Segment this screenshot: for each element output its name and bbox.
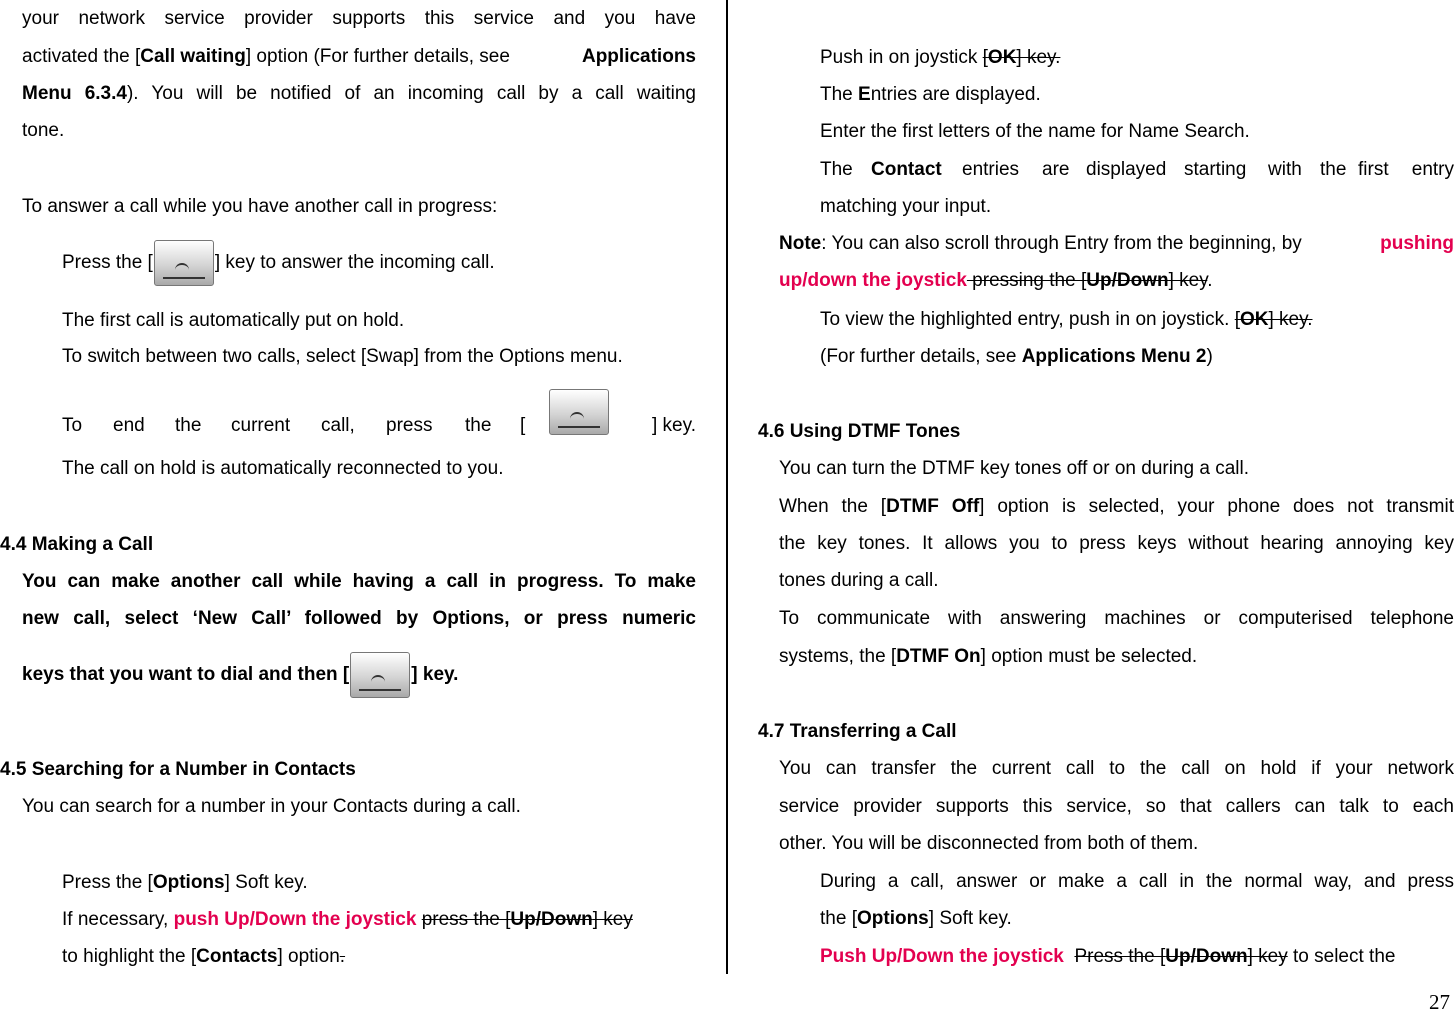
section-4-5-bullet-2: If necessary, push Up/Down the joystick press the [Up/Down] key	[62, 909, 633, 930]
right-bullet-4-word: the	[1320, 159, 1347, 180]
section-4-6-line-4: tones during a call.	[779, 570, 939, 591]
intro-line-4: tone.	[22, 120, 65, 141]
end-call-word: [	[520, 415, 526, 436]
answer-bullet-2: The first call is automatically put on hold.	[62, 310, 405, 331]
end-call-word: the	[465, 415, 492, 436]
end-call-word: end	[113, 415, 145, 436]
right-bullet-4-word: displayed	[1086, 159, 1167, 180]
section-4-7-bullet-2: Push Up/Down the joystick Press the [Up/Down] key to select the	[820, 946, 1396, 967]
intro-line-1: your network service provider supports this service and you have	[22, 8, 696, 29]
right-bullet-5-line-2: (For further details, see Applications Menu 2)	[820, 346, 1213, 367]
section-4-6-line-3: the key tones. It allows you to press keys without hearing annoying key	[779, 533, 1454, 554]
end-call-word: call,	[321, 415, 355, 436]
section-4-6-line-5: To communicate with answering machines or computerised telephone	[779, 608, 1454, 629]
right-bullet-3: Enter the first letters of the name for Name Search.	[820, 121, 1250, 142]
column-divider	[726, 0, 728, 974]
right-bullet-4-word: with	[1268, 159, 1302, 180]
answer-bullet-1: Press the [ ] key to answer the incoming call.	[62, 238, 495, 288]
page-number: 27	[1429, 990, 1450, 1014]
end-call-key-label: ] key.	[652, 415, 696, 436]
right-bullet-4-word: entry	[1411, 159, 1454, 180]
section-4-7-line-2: service provider supports this service, so that callers can talk to each	[779, 796, 1454, 817]
section-4-6-line-2: When the [DTMF Off] option is selected, your phone does not transmit	[779, 496, 1454, 517]
section-4-6-line-1: You can turn the DTMF key tones off or on during a call.	[779, 458, 1249, 479]
right-bullet-4-word: first	[1358, 159, 1389, 180]
section-4-4-line-2: new call, select ‘New Call’ followed by Options, or press numeric	[22, 608, 696, 629]
intro-line-3: Menu 6.3.4). You will be notified of an incoming call by a call waiting	[22, 83, 696, 104]
right-bullet-2: The Entries are displayed.	[820, 84, 1041, 105]
section-4-7-bullet-1: During a call, answer or make a call in the normal way, and press	[820, 871, 1454, 892]
right-bullet-4-word: The	[820, 159, 853, 180]
right-bullet-1: Push in on joystick [OK] key.	[820, 47, 1061, 68]
section-4-6-line-6: systems, the [DTMF On] option must be selected.	[779, 646, 1198, 667]
answer-heading: To answer a call while you have another call in progress:	[22, 196, 498, 217]
end-call-word: press	[386, 415, 433, 436]
section-4-5-bullet-2-line-2: to highlight the [Contacts] option.	[62, 946, 346, 967]
end-key-icon	[549, 389, 609, 435]
section-4-5-line-1: You can search for a number in your Contacts during a call.	[22, 796, 521, 817]
section-4-4-line-3: keys that you want to dial and then [ ] key.	[22, 650, 458, 700]
end-call-line-2: The call on hold is automatically reconnected to you.	[62, 458, 504, 479]
end-call-word: the	[175, 415, 202, 436]
right-bullet-4-word: entries	[962, 159, 1020, 180]
intro-line-2: activated the [Call waiting] option (For further details, see	[22, 46, 510, 67]
answer-bullet-3: To switch between two calls, select [Swap] from the Options menu.	[62, 346, 623, 367]
send-key-icon	[154, 240, 214, 286]
section-4-4-title: 4.4 Making a Call	[0, 534, 154, 555]
section-4-6-title: 4.6 Using DTMF Tones	[758, 421, 961, 442]
section-4-4-line-1: You can make another call while having a call in progress. To make	[22, 571, 696, 592]
right-bullet-4-word: Contact	[871, 159, 942, 180]
send-key-icon	[350, 652, 410, 698]
section-4-7-title: 4.7 Transferring a Call	[758, 721, 957, 742]
end-call-word: To	[62, 415, 83, 436]
right-bullet-5: To view the highlighted entry, push in on joystick. [OK] key.	[820, 309, 1313, 330]
section-4-5-bullet-1: Press the [Options] Soft key.	[62, 872, 308, 893]
right-bullet-4-word: are	[1042, 159, 1070, 180]
section-4-5-title: 4.5 Searching for a Number in Contacts	[0, 759, 356, 780]
right-bullet-4-line-2: matching your input.	[820, 196, 992, 217]
note-line-1-end: pushing	[1380, 233, 1454, 254]
note-line-2: up/down the joystick pressing the [Up/Down] key.	[779, 270, 1213, 291]
right-bullet-4-word: starting	[1184, 159, 1247, 180]
intro-line-2-end: Applications	[581, 46, 696, 67]
end-call-word: current	[231, 415, 291, 436]
section-4-7-line-1: You can transfer the current call to the call on hold if your network	[779, 758, 1454, 779]
section-4-7-line-3: other. You will be disconnected from both of them.	[779, 833, 1199, 854]
note-line-1: Note: You can also scroll through Entry from the beginning, by	[779, 233, 1302, 254]
section-4-7-bullet-1-line-2: the [Options] Soft key.	[820, 908, 1012, 929]
